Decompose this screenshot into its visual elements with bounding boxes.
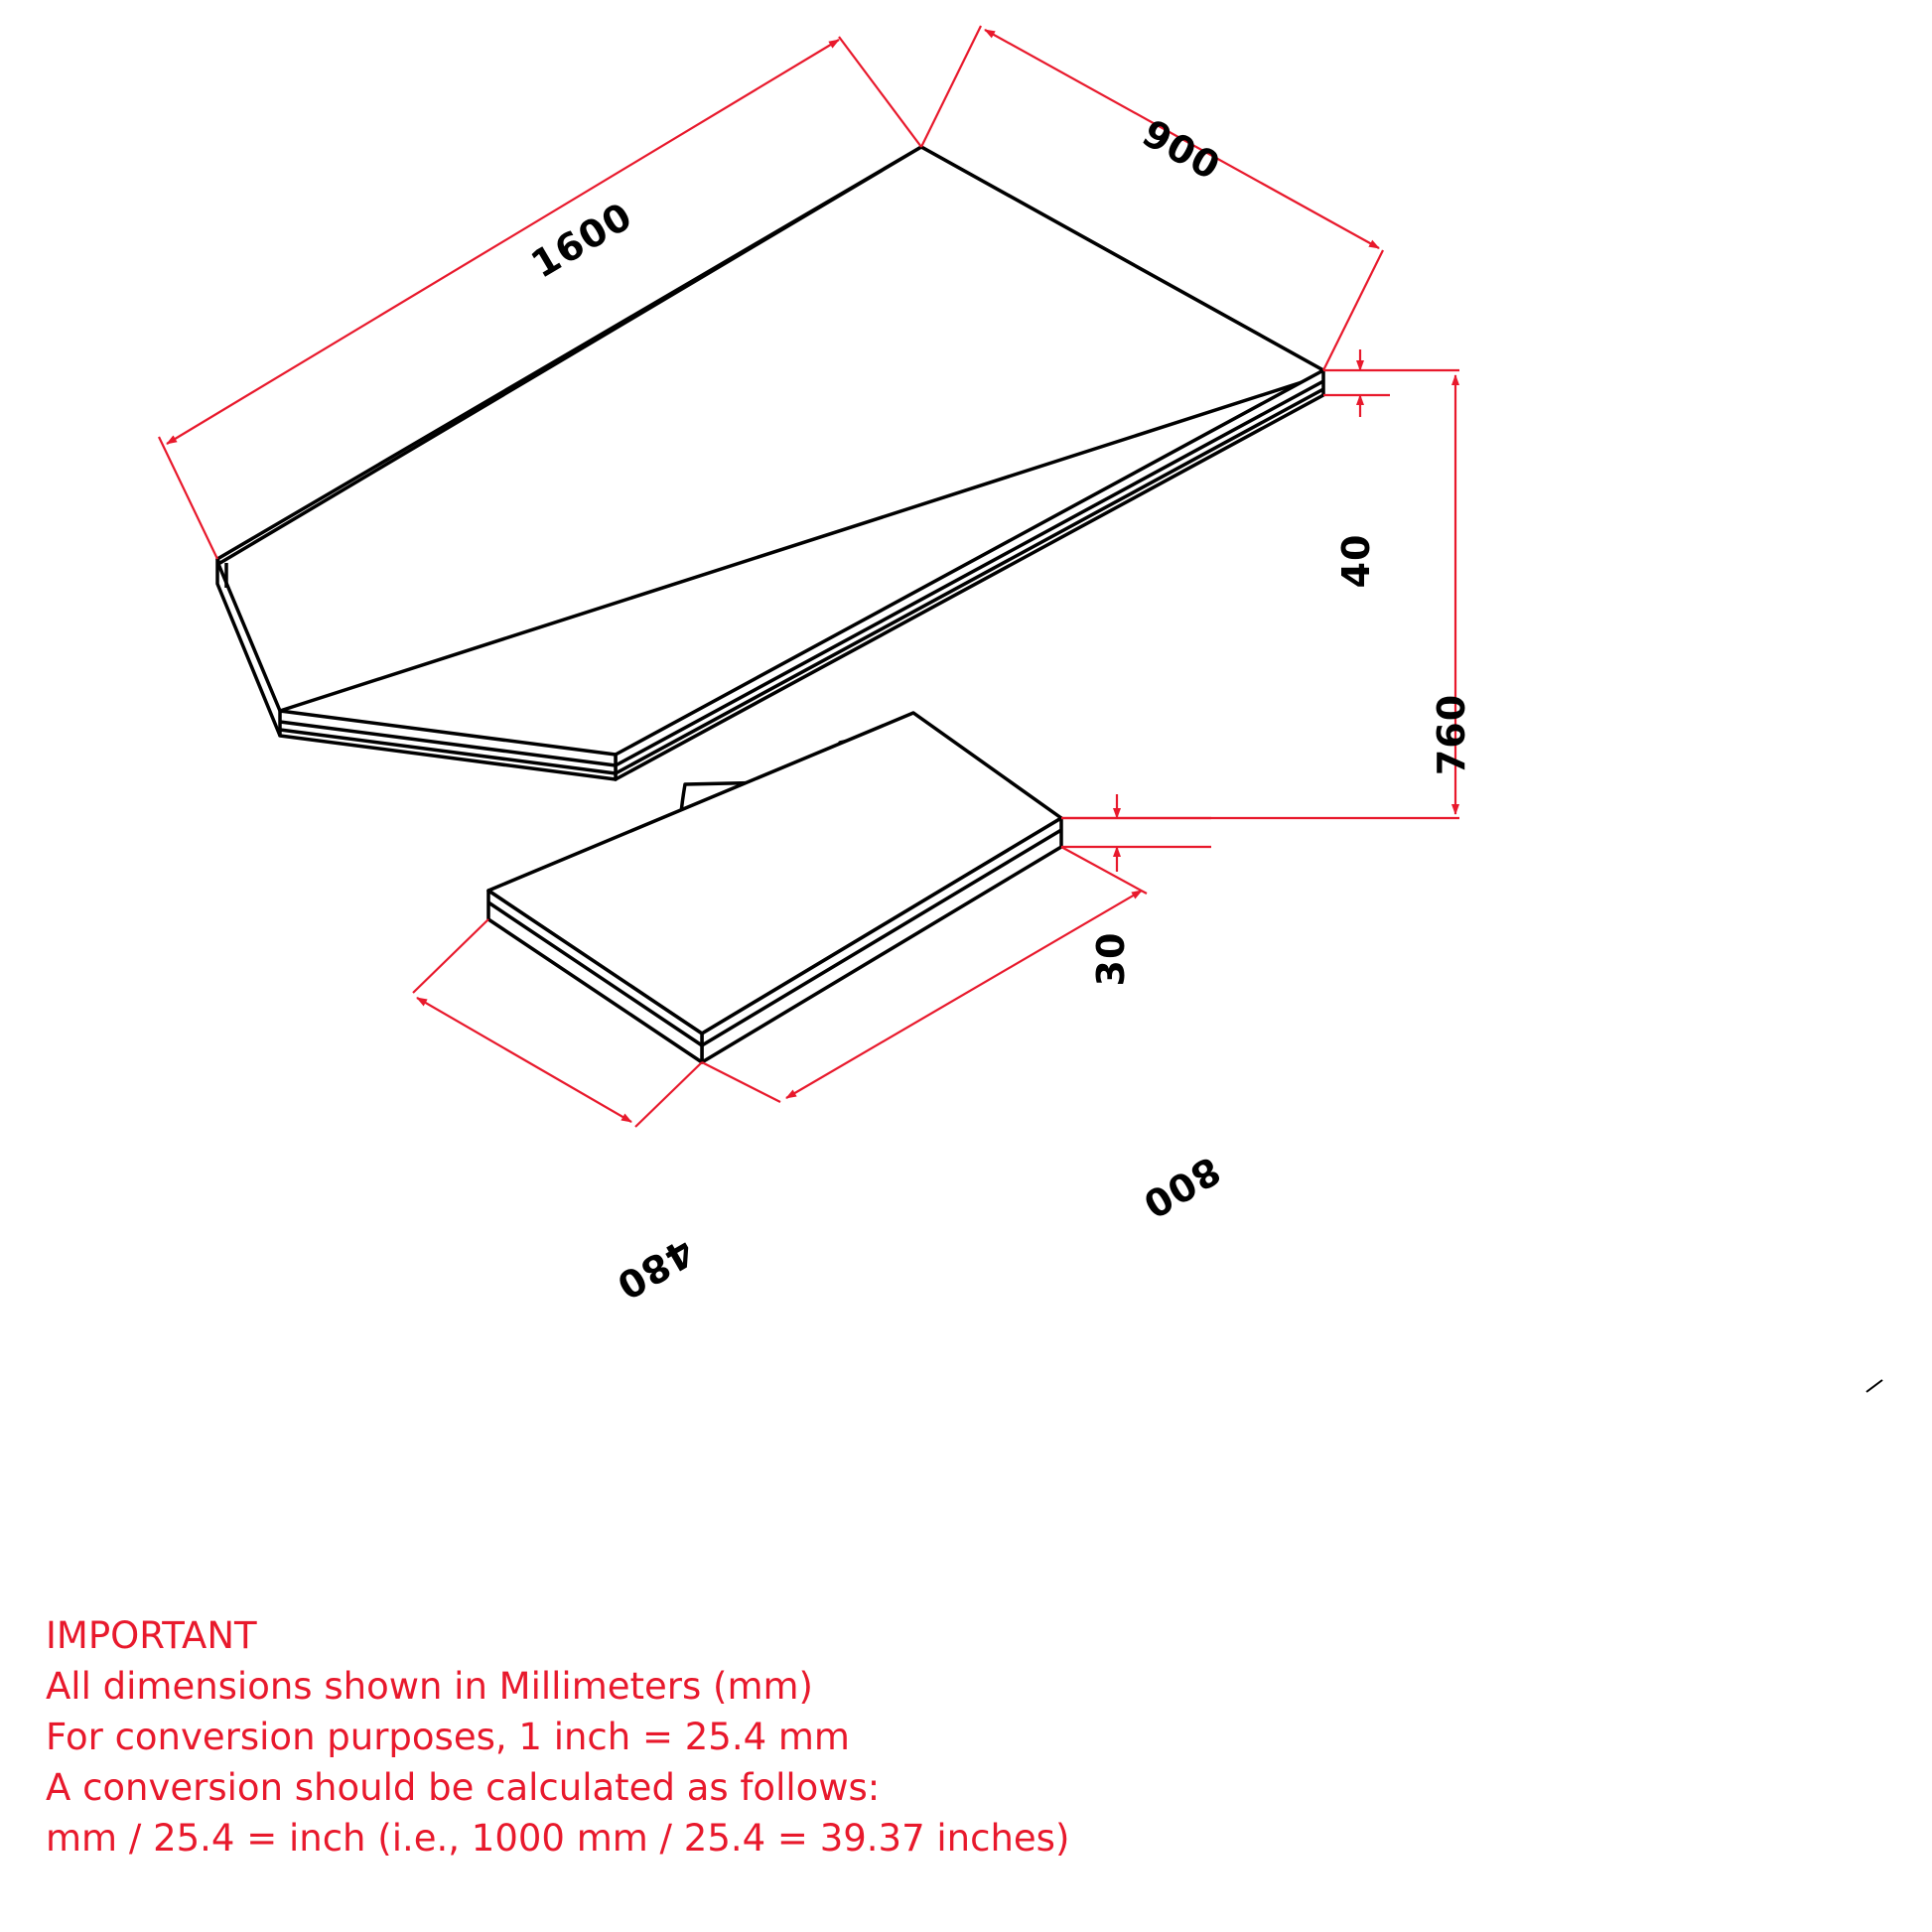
dimension-label-900: 900 — [1135, 110, 1228, 190]
table-top — [217, 147, 1323, 779]
dimension-label-1600: 1600 — [523, 194, 640, 287]
notes-line-2: For conversion purposes, 1 inch = 25.4 mm — [46, 1716, 850, 1758]
notes-line-3: A conversion should be calculated as follows: — [46, 1766, 881, 1809]
notes-heading: IMPORTANT — [46, 1614, 257, 1657]
dimension-label-30: 30 — [1089, 931, 1133, 987]
notes-line-4: mm / 25.4 = inch (i.e., 1000 mm / 25.4 = 39.37 inches) — [46, 1817, 1070, 1860]
dimension-label-40: 40 — [1334, 533, 1378, 589]
important-notes — [46, 1610, 1069, 1863]
notes-line-1: All dimensions shown in Millimeters (mm) — [46, 1665, 813, 1708]
dimension-label-760: 760 — [1430, 693, 1473, 776]
dimension-label-480: 480 — [609, 1229, 702, 1309]
dimension-label-800: 800 — [1135, 1148, 1228, 1227]
corner-tick — [1866, 1380, 1882, 1392]
